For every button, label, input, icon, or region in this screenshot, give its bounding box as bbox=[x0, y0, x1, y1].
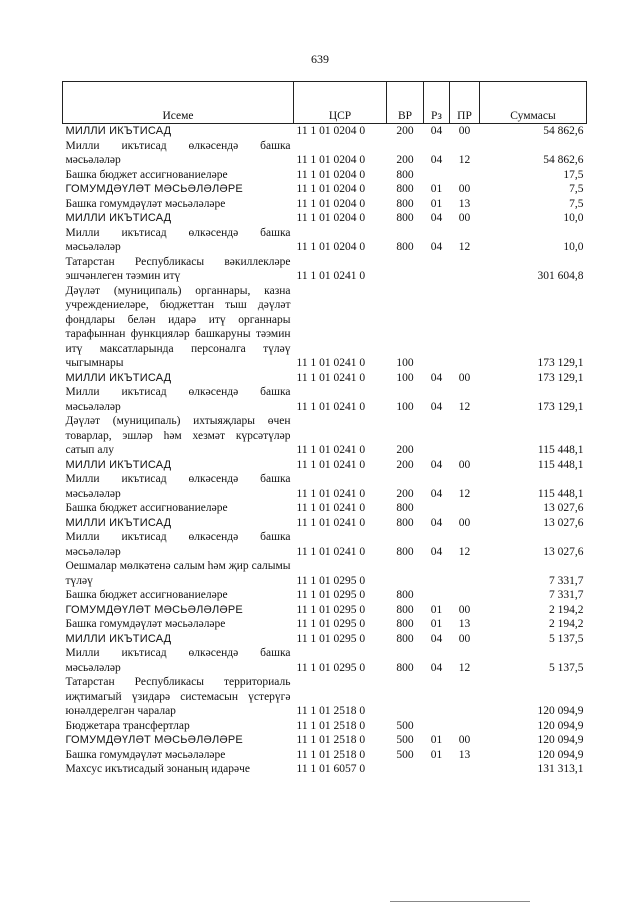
cell-name: Башка бюджет ассигнованиеләре bbox=[65, 502, 228, 514]
cell-vr: 200 bbox=[396, 154, 414, 166]
cell-vr: 800 bbox=[396, 168, 414, 181]
table-row bbox=[63, 168, 587, 183]
cell-name: Татарстан Республикасы вәкиллекләре эшчәнлеген тәэмин итү bbox=[65, 255, 291, 282]
cell-pr: 00 bbox=[458, 632, 471, 645]
cell-rz: 04 bbox=[430, 241, 443, 253]
table-row bbox=[63, 530, 587, 559]
cell-vr: 100 bbox=[396, 371, 414, 384]
cell-rz bbox=[424, 762, 450, 777]
cell-name: Башка бюджет ассигнованиеләре bbox=[65, 168, 228, 181]
cell-pr bbox=[450, 588, 480, 603]
cell-csr: 11 1 01 0204 0 bbox=[296, 125, 366, 137]
cell-csr: 11 1 01 0241 0 bbox=[296, 400, 366, 413]
table-row bbox=[63, 139, 587, 168]
cell-csr: 11 1 01 0204 0 bbox=[296, 168, 366, 181]
cell-vr bbox=[387, 559, 424, 588]
cell-vr: 800 bbox=[396, 661, 414, 674]
cell-name: Милли икътисад өлкәсендә башка мәсьәләләр bbox=[65, 226, 291, 253]
cell-sum: 2 194,2 bbox=[549, 603, 584, 616]
cell-sum: 17,5 bbox=[563, 168, 584, 181]
cell-rz bbox=[424, 719, 450, 734]
cell-sum: 115 448,1 bbox=[537, 444, 584, 456]
cell-pr: 00 bbox=[458, 734, 471, 746]
cell-rz: 04 bbox=[430, 458, 443, 471]
cell-pr bbox=[450, 719, 480, 734]
cell-name: Милли икътисад өлкәсендә башка мәсьәләләр bbox=[65, 647, 291, 674]
cell-vr: 800 bbox=[396, 197, 414, 210]
header-rz: Рз bbox=[424, 82, 450, 124]
cell-name: Башка бюджет ассигнованиеләре bbox=[65, 589, 228, 601]
table-row bbox=[63, 719, 587, 734]
cell-name: Милли икътисад өлкәсендә башка мәсьәләләр bbox=[65, 139, 291, 166]
cell-rz: 04 bbox=[430, 212, 443, 224]
budget-table bbox=[62, 81, 587, 777]
cell-rz: 01 bbox=[430, 603, 443, 616]
cell-vr: 100 bbox=[396, 400, 414, 413]
table-row bbox=[63, 501, 587, 516]
cell-pr: 12 bbox=[458, 487, 471, 500]
cell-name: ГОМУМДӘҮЛӘТ МӘСЬӘЛӘЛӘРЕ bbox=[65, 603, 243, 616]
cell-vr: 800 bbox=[396, 183, 414, 195]
cell-pr bbox=[450, 762, 480, 777]
table-row bbox=[63, 588, 587, 603]
cell-name: Милли икътисад өлкәсендә башка мәсьәләләр bbox=[65, 531, 291, 558]
cell-rz bbox=[424, 559, 450, 588]
cell-name: МИЛЛИ ИКЪТИСАД bbox=[65, 125, 172, 137]
cell-vr: 800 bbox=[396, 618, 414, 630]
table-row bbox=[63, 197, 587, 212]
cell-csr: 11 1 01 0241 0 bbox=[296, 545, 366, 558]
cell-pr: 12 bbox=[458, 154, 471, 166]
cell-sum: 120 094,9 bbox=[537, 734, 584, 746]
cell-pr bbox=[450, 414, 480, 458]
header-vr: ВР bbox=[387, 82, 424, 124]
cell-pr: 13 bbox=[458, 197, 471, 210]
cell-name: Милли икътисад өлкәсендә башка мәсьәләләр bbox=[65, 473, 291, 500]
cell-vr: 800 bbox=[396, 545, 414, 558]
cell-name: МИЛЛИ ИКЪТИСАД bbox=[65, 371, 172, 384]
cell-name: Махсус икътисадый зонаның идарәче bbox=[65, 763, 250, 775]
cell-rz: 04 bbox=[430, 371, 443, 384]
cell-name: Милли икътисад өлкәсендә башка мәсьәләләр bbox=[65, 386, 291, 413]
table-row bbox=[63, 414, 587, 458]
table-row bbox=[63, 559, 587, 588]
table-row bbox=[63, 646, 587, 675]
table-row bbox=[63, 182, 587, 197]
cell-name: Башка гомумдәүләт мәсьәләләре bbox=[65, 618, 226, 630]
cell-pr bbox=[450, 168, 480, 183]
cell-rz: 04 bbox=[430, 516, 443, 529]
cell-rz bbox=[424, 255, 450, 284]
cell-rz bbox=[424, 168, 450, 183]
table-row bbox=[63, 603, 587, 618]
cell-csr: 11 1 01 0241 0 bbox=[296, 502, 366, 514]
cell-pr: 00 bbox=[458, 371, 471, 384]
header-name: Исеме bbox=[63, 82, 294, 124]
cell-sum: 120 094,9 bbox=[537, 719, 584, 732]
cell-rz bbox=[424, 284, 450, 371]
cell-rz: 01 bbox=[430, 734, 443, 746]
cell-pr: 12 bbox=[458, 545, 471, 558]
cell-rz: 01 bbox=[430, 197, 443, 210]
page-number: 639 bbox=[311, 52, 329, 66]
cell-pr: 12 bbox=[458, 661, 471, 674]
cell-rz bbox=[424, 675, 450, 719]
table-row bbox=[63, 617, 587, 632]
table-row bbox=[63, 385, 587, 414]
cell-sum: 115 448,1 bbox=[537, 458, 584, 471]
cell-vr: 800 bbox=[396, 603, 414, 616]
cell-vr: 800 bbox=[396, 502, 414, 514]
cell-csr: 11 1 01 2518 0 bbox=[296, 748, 366, 761]
table-row bbox=[63, 516, 587, 531]
cell-sum: 7 331,7 bbox=[549, 574, 584, 587]
cell-sum: 173 129,1 bbox=[537, 357, 584, 369]
cell-rz: 04 bbox=[430, 661, 443, 674]
cell-sum: 7,5 bbox=[569, 183, 584, 195]
cell-csr: 11 1 01 0295 0 bbox=[296, 574, 366, 587]
cell-csr: 11 1 01 0295 0 bbox=[296, 603, 366, 616]
cell-pr: 00 bbox=[458, 183, 471, 195]
cell-name: МИЛЛИ ИКЪТИСАД bbox=[65, 458, 172, 471]
header-csr: ЦСР bbox=[294, 82, 387, 124]
footer-divider bbox=[390, 901, 530, 902]
cell-csr: 11 1 01 0295 0 bbox=[296, 632, 366, 645]
cell-sum: 5 137,5 bbox=[549, 632, 584, 645]
cell-sum: 301 604,8 bbox=[537, 270, 584, 282]
cell-vr bbox=[387, 675, 424, 719]
cell-sum: 120 094,9 bbox=[537, 748, 584, 761]
cell-csr: 11 1 01 0204 0 bbox=[296, 154, 366, 166]
cell-pr: 13 bbox=[458, 618, 471, 630]
cell-name: Оешмалар мөлкәтенә салым һәм җир салымы түләү bbox=[65, 560, 291, 587]
cell-name: МИЛЛИ ИКЪТИСАД bbox=[65, 632, 172, 645]
cell-vr: 800 bbox=[396, 241, 414, 253]
table-row bbox=[63, 284, 587, 371]
cell-rz bbox=[424, 588, 450, 603]
cell-csr: 11 1 01 0241 0 bbox=[296, 516, 366, 529]
table-header bbox=[63, 82, 587, 124]
cell-csr: 11 1 01 0241 0 bbox=[296, 458, 366, 471]
table-row bbox=[63, 675, 587, 719]
cell-rz: 01 bbox=[430, 183, 443, 195]
cell-csr: 11 1 01 0241 0 bbox=[296, 371, 366, 384]
cell-name: Башка гомумдәүләт мәсьәләләре bbox=[65, 748, 226, 761]
cell-vr: 800 bbox=[396, 516, 414, 529]
cell-vr: 500 bbox=[396, 734, 414, 746]
cell-name: Татарстан Республикасы территориаль иҗтимагый үзидарә системасын үстерүгә юнәлдерелгән чаралар bbox=[65, 676, 291, 717]
cell-csr: 11 1 01 2518 0 bbox=[296, 705, 366, 717]
cell-csr: 11 1 01 0241 0 bbox=[296, 444, 366, 456]
cell-rz: 04 bbox=[430, 400, 443, 413]
cell-sum: 7 331,7 bbox=[549, 589, 584, 601]
table-row bbox=[63, 472, 587, 501]
cell-pr: 13 bbox=[458, 748, 471, 761]
cell-csr: 11 1 01 2518 0 bbox=[296, 719, 366, 732]
cell-rz: 04 bbox=[430, 125, 443, 137]
table-row bbox=[63, 226, 587, 255]
cell-rz: 04 bbox=[430, 487, 443, 500]
cell-rz: 04 bbox=[430, 545, 443, 558]
cell-csr: 11 1 01 6057 0 bbox=[296, 763, 366, 775]
cell-sum: 173 129,1 bbox=[537, 400, 584, 413]
cell-rz: 04 bbox=[430, 632, 443, 645]
cell-vr: 100 bbox=[396, 357, 414, 369]
cell-sum: 7,5 bbox=[569, 197, 584, 210]
cell-sum: 13 027,6 bbox=[543, 516, 584, 529]
cell-rz: 01 bbox=[430, 748, 443, 761]
cell-sum: 115 448,1 bbox=[537, 487, 584, 500]
header-pr: ПР bbox=[450, 82, 480, 124]
cell-sum: 173 129,1 bbox=[537, 371, 584, 384]
cell-csr: 11 1 01 2518 0 bbox=[296, 734, 366, 746]
cell-sum: 54 862,6 bbox=[543, 125, 584, 137]
cell-name: Бюджетара трансфертлар bbox=[65, 719, 190, 732]
cell-vr: 500 bbox=[396, 748, 414, 761]
cell-sum: 10,0 bbox=[563, 241, 584, 253]
header-sum: Суммасы bbox=[480, 82, 587, 124]
cell-name: Башка гомумдәүләт мәсьәләләре bbox=[65, 197, 226, 210]
cell-vr: 200 bbox=[396, 458, 414, 471]
cell-sum: 5 137,5 bbox=[549, 661, 584, 674]
cell-sum: 131 313,1 bbox=[537, 763, 584, 775]
table-row bbox=[63, 255, 587, 284]
cell-vr: 800 bbox=[396, 632, 414, 645]
cell-pr bbox=[450, 284, 480, 371]
table-body bbox=[63, 124, 587, 777]
cell-sum: 54 862,6 bbox=[543, 154, 584, 166]
cell-rz: 04 bbox=[430, 154, 443, 166]
table-row bbox=[63, 632, 587, 647]
table-row bbox=[63, 733, 587, 748]
cell-vr bbox=[387, 762, 424, 777]
cell-sum: 13 027,6 bbox=[543, 502, 584, 514]
cell-vr: 200 bbox=[396, 487, 414, 500]
cell-vr: 800 bbox=[396, 212, 414, 224]
table-row bbox=[63, 371, 587, 386]
cell-name: ГОМУМДӘҮЛӘТ МӘСЬӘЛӘЛӘРЕ bbox=[65, 734, 243, 746]
table-row bbox=[63, 458, 587, 473]
cell-name: ГОМУМДӘҮЛӘТ МӘСЬӘЛӘЛӘРЕ bbox=[65, 183, 243, 195]
cell-pr: 00 bbox=[458, 603, 471, 616]
cell-sum: 2 194,2 bbox=[549, 618, 584, 630]
cell-name: Дәүләт (муниципаль) органнары, казна учреждениеләре, бюджеттан тыш дәүләт фондлары белән идарә итү органнары тарафыннан функцияләр башкаруны тәэмин итү максатларында персоналга түләү чыгымнары bbox=[65, 284, 291, 369]
cell-csr: 11 1 01 0295 0 bbox=[296, 618, 366, 630]
cell-csr: 11 1 01 0295 0 bbox=[296, 661, 366, 674]
cell-name: МИЛЛИ ИКЪТИСАД bbox=[65, 212, 172, 224]
cell-rz: 01 bbox=[430, 618, 443, 630]
cell-rz bbox=[424, 414, 450, 458]
table-row bbox=[63, 124, 587, 139]
cell-pr: 00 bbox=[458, 125, 471, 137]
cell-csr: 11 1 01 0241 0 bbox=[296, 357, 366, 369]
cell-pr: 00 bbox=[458, 458, 471, 471]
table-row bbox=[63, 748, 587, 763]
table-row bbox=[63, 211, 587, 226]
cell-vr: 500 bbox=[396, 719, 414, 732]
cell-csr: 11 1 01 0241 0 bbox=[296, 270, 366, 282]
cell-pr: 12 bbox=[458, 400, 471, 413]
cell-vr bbox=[387, 255, 424, 284]
table-row bbox=[63, 762, 587, 777]
cell-pr bbox=[450, 675, 480, 719]
cell-csr: 11 1 01 0204 0 bbox=[296, 212, 366, 224]
cell-vr: 200 bbox=[396, 125, 414, 137]
cell-vr: 800 bbox=[396, 589, 414, 601]
cell-csr: 11 1 01 0295 0 bbox=[296, 589, 366, 601]
cell-pr: 00 bbox=[458, 516, 471, 529]
cell-pr bbox=[450, 255, 480, 284]
cell-rz bbox=[424, 501, 450, 516]
cell-sum: 120 094,9 bbox=[537, 705, 584, 717]
cell-pr: 00 bbox=[458, 212, 471, 224]
cell-csr: 11 1 01 0204 0 bbox=[296, 183, 366, 195]
cell-csr: 11 1 01 0204 0 bbox=[296, 197, 366, 210]
cell-pr bbox=[450, 501, 480, 516]
cell-pr: 12 bbox=[458, 241, 471, 253]
cell-pr bbox=[450, 559, 480, 588]
cell-sum: 10,0 bbox=[563, 212, 584, 224]
cell-name: МИЛЛИ ИКЪТИСАД bbox=[65, 516, 172, 529]
cell-vr: 200 bbox=[396, 444, 414, 456]
cell-csr: 11 1 01 0241 0 bbox=[296, 487, 366, 500]
cell-name: Дәүләт (муниципаль) ихтыяҗлары өчен товарлар, эшләр һәм хезмәт күрсәтүләр сатып алу bbox=[65, 415, 291, 456]
cell-csr: 11 1 01 0204 0 bbox=[296, 241, 366, 253]
cell-sum: 13 027,6 bbox=[543, 545, 584, 558]
